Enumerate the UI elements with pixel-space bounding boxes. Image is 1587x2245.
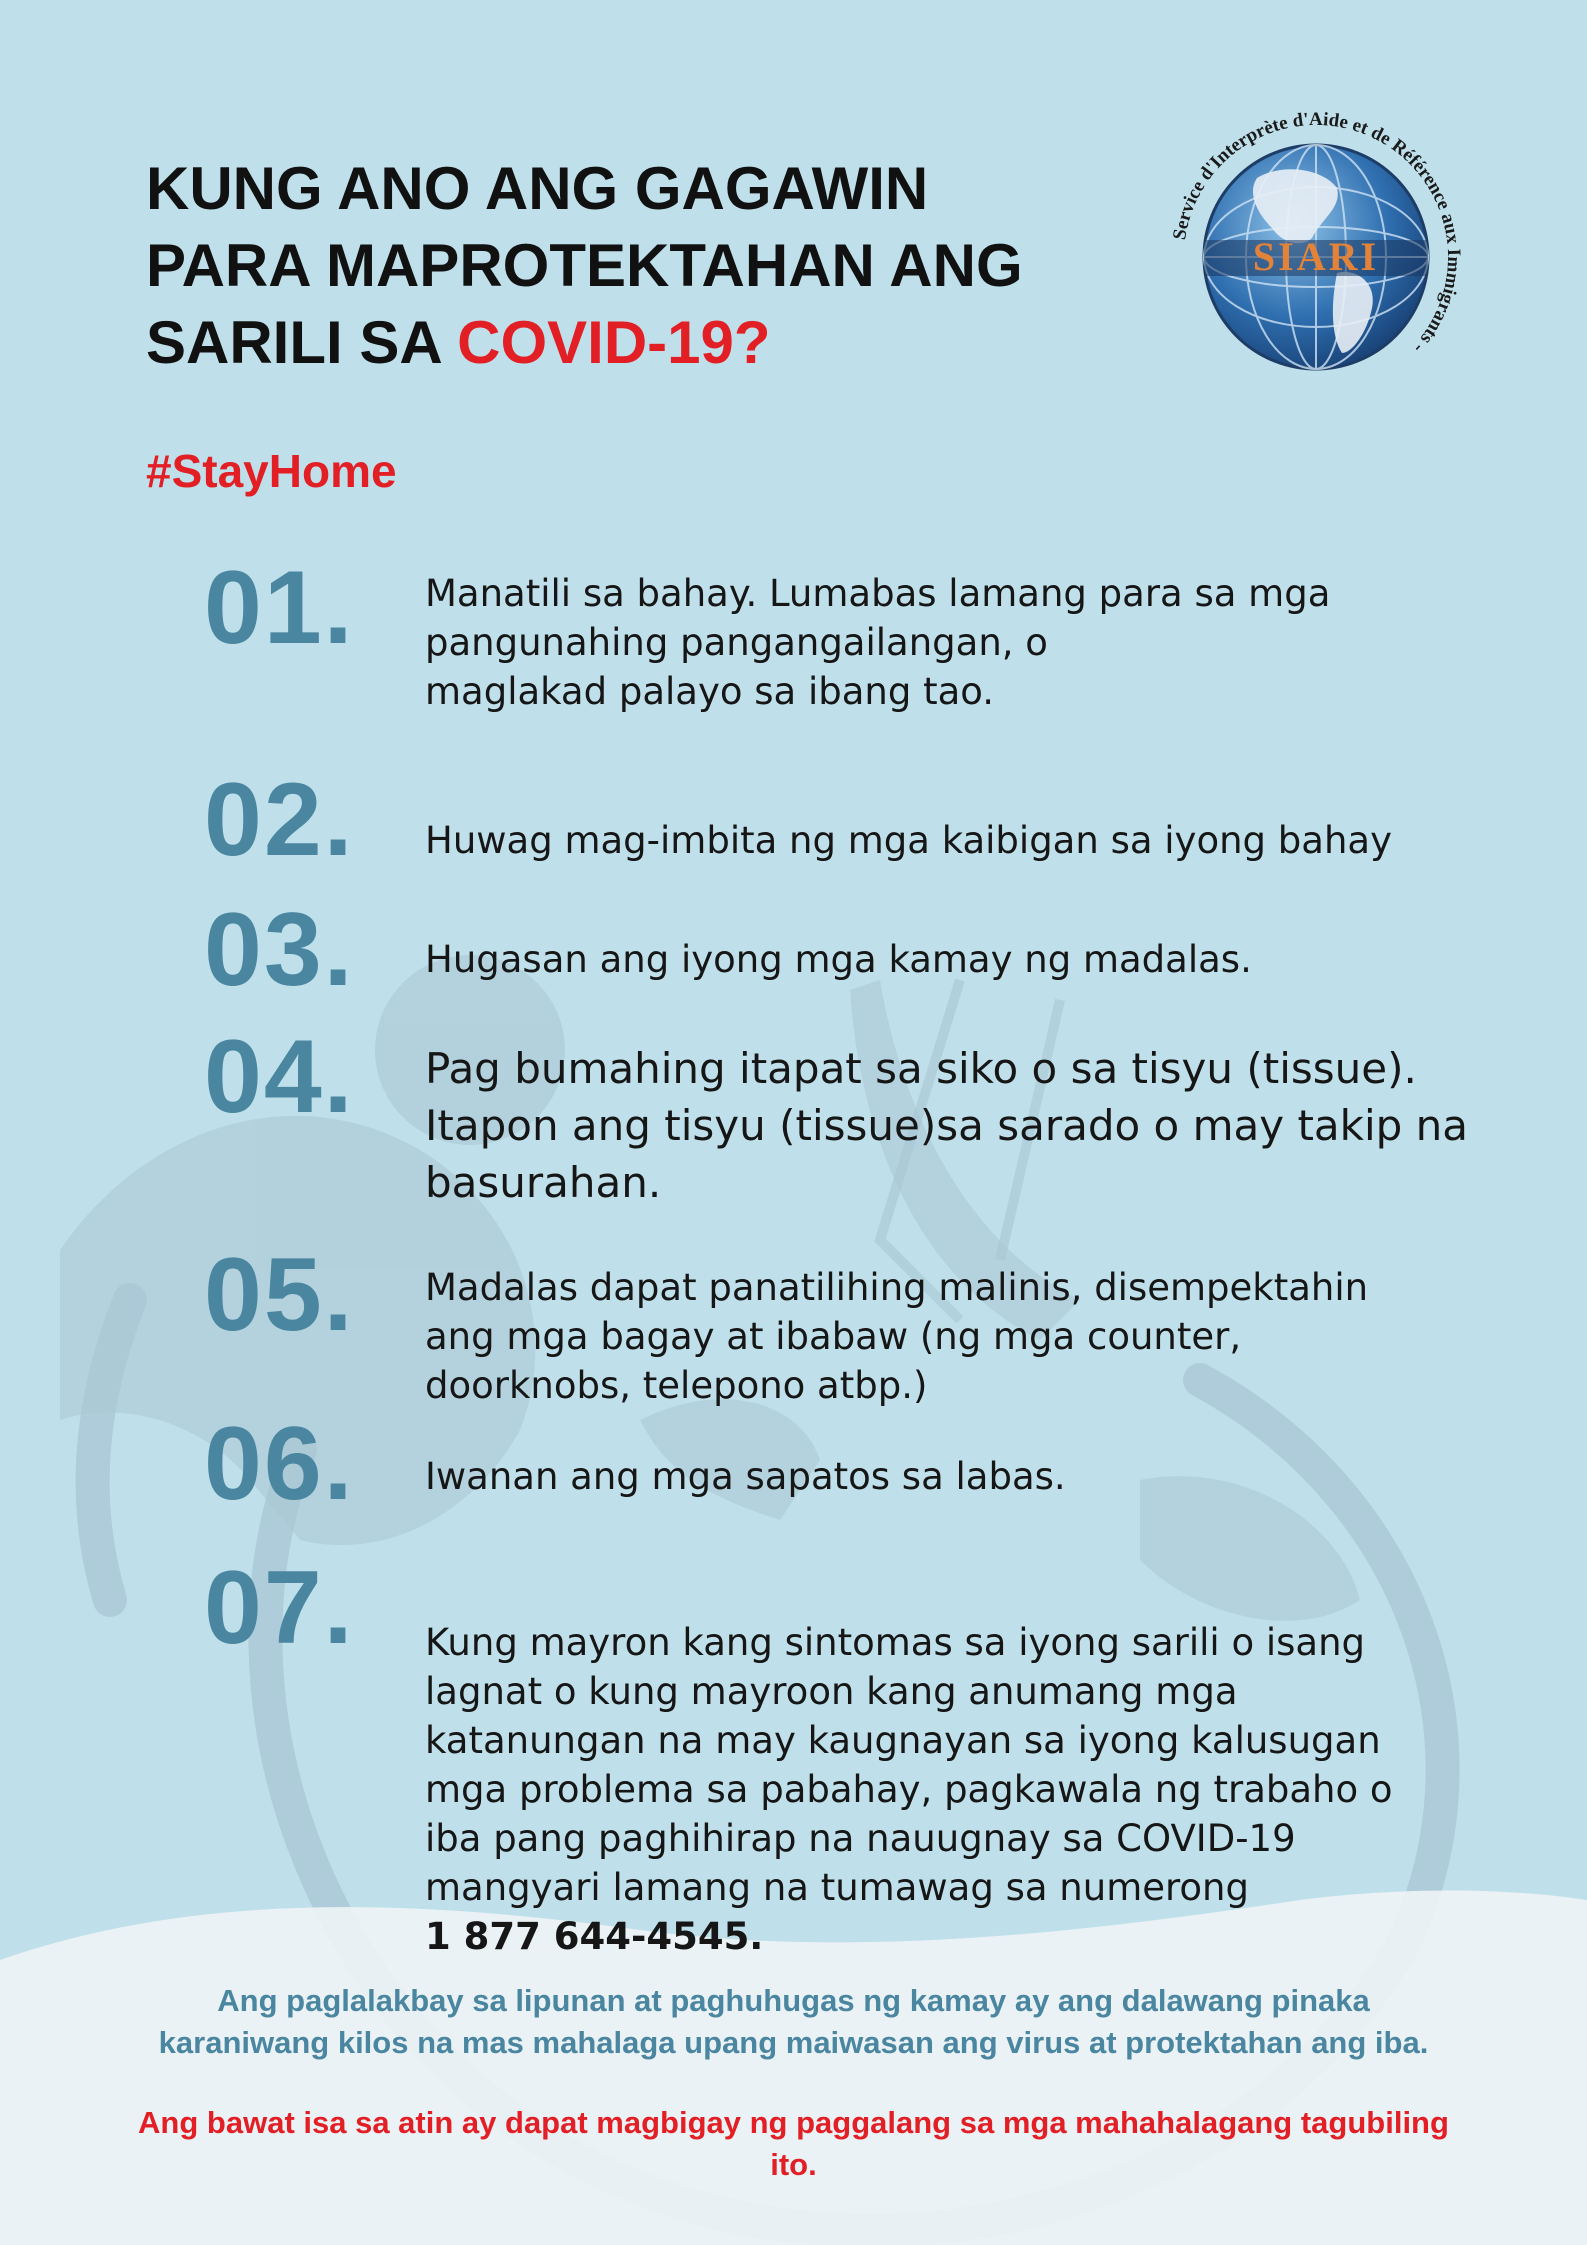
step-text-3: Hugasan ang iyong mga kamay ng madalas.	[425, 938, 1252, 981]
step-text-6: Iwanan ang mga sapatos sa labas.	[425, 1455, 1066, 1498]
footer-note: Ang paglalakbay sa lipunan at paghuhugas ng kamay ay ang dalawang pinaka karaniwang kilos na mas mahalaga upang maiwasan ang virus at protektahan ang iba.	[158, 1983, 1429, 2060]
siari-globe-logo	[1162, 108, 1470, 406]
title-covid-highlight: COVID-19?	[457, 309, 771, 376]
title-line-2: PARA MAPROTEKTAHAN ANG	[146, 232, 1023, 299]
step-text-2: Huwag mag-imbita ng mga kaibigan sa iyong bahay	[425, 819, 1392, 862]
step-text-4: Pag bumahing itapat sa siko o sa tisyu (tissue). Itapon ang tisyu (tissue)sa sarado o may takip na basurahan.	[425, 1044, 1469, 1207]
step-number-7: 07.	[204, 1550, 355, 1666]
step-number-4: 04.	[204, 1019, 355, 1135]
footer-warning: Ang bawat isa sa atin ay dapat magbigay ng paggalang sa mga mahahalagang tagubiling ito.	[138, 2105, 1449, 2182]
step-number-2: 02.	[204, 762, 355, 878]
step-number-5: 05.	[204, 1237, 355, 1353]
page-title	[146, 150, 1146, 381]
step-number-3: 03.	[204, 892, 355, 1008]
helpline-phone-number: 1 877 644-4545.	[425, 1915, 764, 1958]
step-number-6: 06.	[204, 1406, 355, 1522]
stayhome-hashtag: #StayHome	[146, 445, 397, 497]
title-line-1: KUNG ANO ANG GAGAWIN	[146, 155, 929, 222]
step-text-1: Manatili sa bahay. Lumabas lamang para sa mga pangunahing pangangailangan, o maglakad palayo sa ibang tao.	[425, 572, 1331, 713]
step-text-7	[425, 1569, 1495, 1961]
step-number-1: 01.	[204, 550, 355, 666]
logo-ring-text: Service d'Interprète d'Aide et de Référence aux Immigrants -	[1169, 108, 1465, 358]
step-text-7-body: Kung mayron kang sintomas sa iyong sarili o isang lagnat o kung mayroon kang anumang mga katanungan na may kaugnayan sa iyong kalusugan mga problema sa pabahay, pagkawala ng trabaho o iba pang paghihirap na nauugnay sa COVID-19 mangyari lamang na tumawag sa numerong	[425, 1621, 1393, 1909]
step-text-5: Madalas dapat panatilihing malinis, disempektahin ang mga bagay at ibabaw (ng mga counter, doorknobs, telepono atbp.)	[425, 1266, 1369, 1407]
logo-name: SIARI	[1252, 234, 1380, 279]
title-line-3: SARILI SA	[146, 309, 458, 376]
